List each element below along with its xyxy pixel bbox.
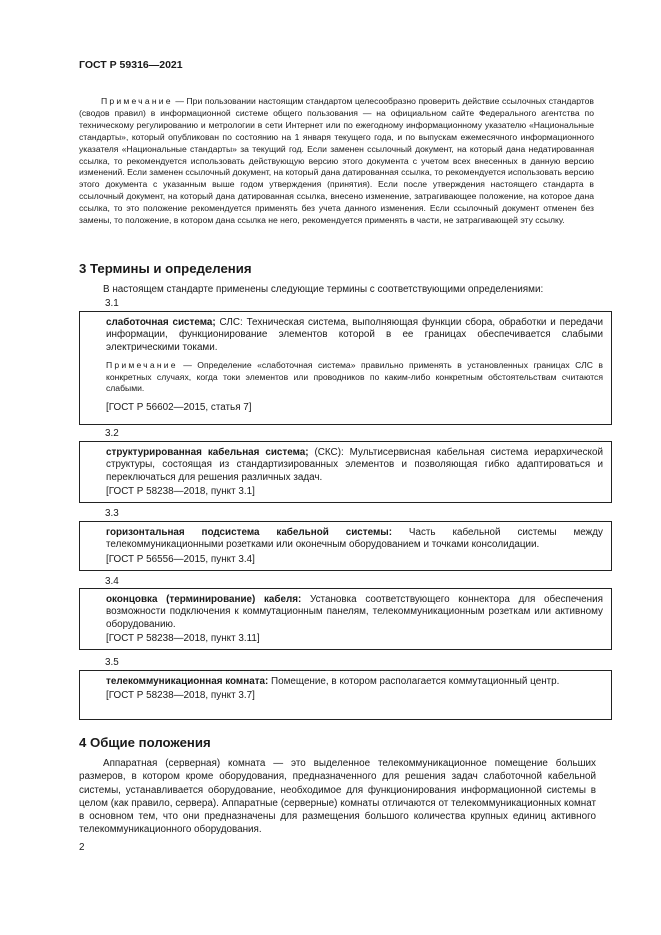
term-name: структурированная кабельная система;	[106, 447, 309, 458]
term-box	[79, 670, 612, 720]
page-number: 2	[79, 842, 85, 853]
term-name: горизонтальная подсистема кабельной системы:	[106, 527, 392, 538]
term-name: слаботочная система;	[106, 317, 216, 328]
term-source: [ГОСТ Р 58238—2018, пункт 3.1]	[106, 486, 255, 498]
references-note	[79, 96, 594, 227]
term-name: оконцовка (терминирование) кабеля:	[106, 594, 302, 605]
term-source: [ГОСТ Р 58238—2018, пункт 3.7]	[106, 690, 255, 702]
term-box	[79, 521, 612, 571]
document-header: ГОСТ Р 59316—2021	[79, 59, 183, 71]
term-box	[79, 441, 612, 503]
term-definition: СЛС: Техническая система, выполняющая функции сбора, обработки и передачи информации, функционирование элементов которой в ее границах обеспечивается слабыми электрическими токами.	[106, 317, 603, 353]
note-label: Примечание	[101, 96, 173, 106]
section-4-text: Аппаратная (серверная) комната — это выделенное телекоммуникационное помещение больших размеров, в котором кроме оборудования, предназначенного для решения задач слаботочной кабельной системы, устанавливается оборудование, необходимое для функционирования информационной системы в целом (как правило, сервера). Аппаратные (серверные) комнаты отличаются от телекоммуникационных комнат в основном тем, что они предназначены для размещения большого количества крупных единиц активного телекоммуникационного оборудования.	[79, 758, 596, 836]
section-3-intro: В настоящем стандарте применены следующие термины с соответствующими определениями:	[103, 284, 544, 295]
term-definition: (СКС): Мультисервисная кабельная система иерархической структуры, состоящая из стандартизированных элементов и позволяющая гибко адаптироваться и переключаться для решения различных задач.	[106, 447, 603, 483]
term-number: 3.3	[105, 508, 119, 519]
term-number: 3.2	[105, 428, 119, 439]
term-definition: Помещение, в котором располагается коммутационный центр.	[268, 676, 560, 687]
term-note: — Определение «слаботочная система» правильно применять в установленных границах СЛС в конкретных случаях, когда токи элементов или проводников по каким-либо конкретным обстоятельствам считаются слабыми.	[106, 360, 603, 393]
note-text: — При пользовании настоящим стандартом целесообразно проверить действие ссылочных стандартов (сводов правил) в информационной системе общего пользования — на официальном сайте Федерального агентства по техническому регулированию и метрологии в сети Интернет или по ежегодному информационному указателю «Национальные стандарты», который опубликован по состоянию на 1 января текущего года, и по выпускам ежемесячного информационного указателя «Национальные стандарты» за текущий год. Если заменен ссылочный документ, на который дана недатированная ссылка, то рекомендуется использовать действующую версию этого документа с учетом всех внесенных в данную версию изменений. Если заменен ссылочный документ, на который дана датированная ссылка, то рекомендуется использовать версию этого документа с указанным выше годом утверждения (принятия). Если после утверждения настоящего стандарта в ссылочный документ, на который дана датированная ссылка, внесено изменение, затрагивающее положение, на которое дана ссылка, то это положение рекомендуется применять без учета данного изменения. Если ссылочный документ отменен без замены, то положение, в котором дана ссылка не него, рекомендуется применять в части, не затрагивающей эту ссылку.	[79, 96, 594, 226]
term-number: 3.1	[105, 298, 119, 309]
section-4-heading: 4 Общие положения	[79, 735, 211, 750]
term-name: телекоммуникационная комната:	[106, 676, 269, 687]
term-note-label: Примечание	[106, 360, 178, 371]
term-number: 3.5	[105, 657, 119, 668]
term-box	[79, 588, 612, 650]
term-number: 3.4	[105, 576, 119, 587]
section-3-heading: 3 Термины и определения	[79, 261, 252, 276]
term-source: [ГОСТ Р 58238—2018, пункт 3.11]	[106, 633, 260, 645]
term-box	[79, 311, 612, 425]
term-definition: Установка соответствующего коннектора для обеспечения возможности подключения к коммутационным панелям, телекоммуникационным розеткам или активному оборудованию.	[106, 594, 603, 630]
term-source: [ГОСТ Р 56602—2015, статья 7]	[106, 402, 252, 414]
term-definition: Часть кабельной системы между телекоммуникационными розетками или оконечным оборудованием и точками консолидации.	[106, 527, 603, 551]
term-source: [ГОСТ Р 56556—2015, пункт 3.4]	[106, 553, 255, 565]
